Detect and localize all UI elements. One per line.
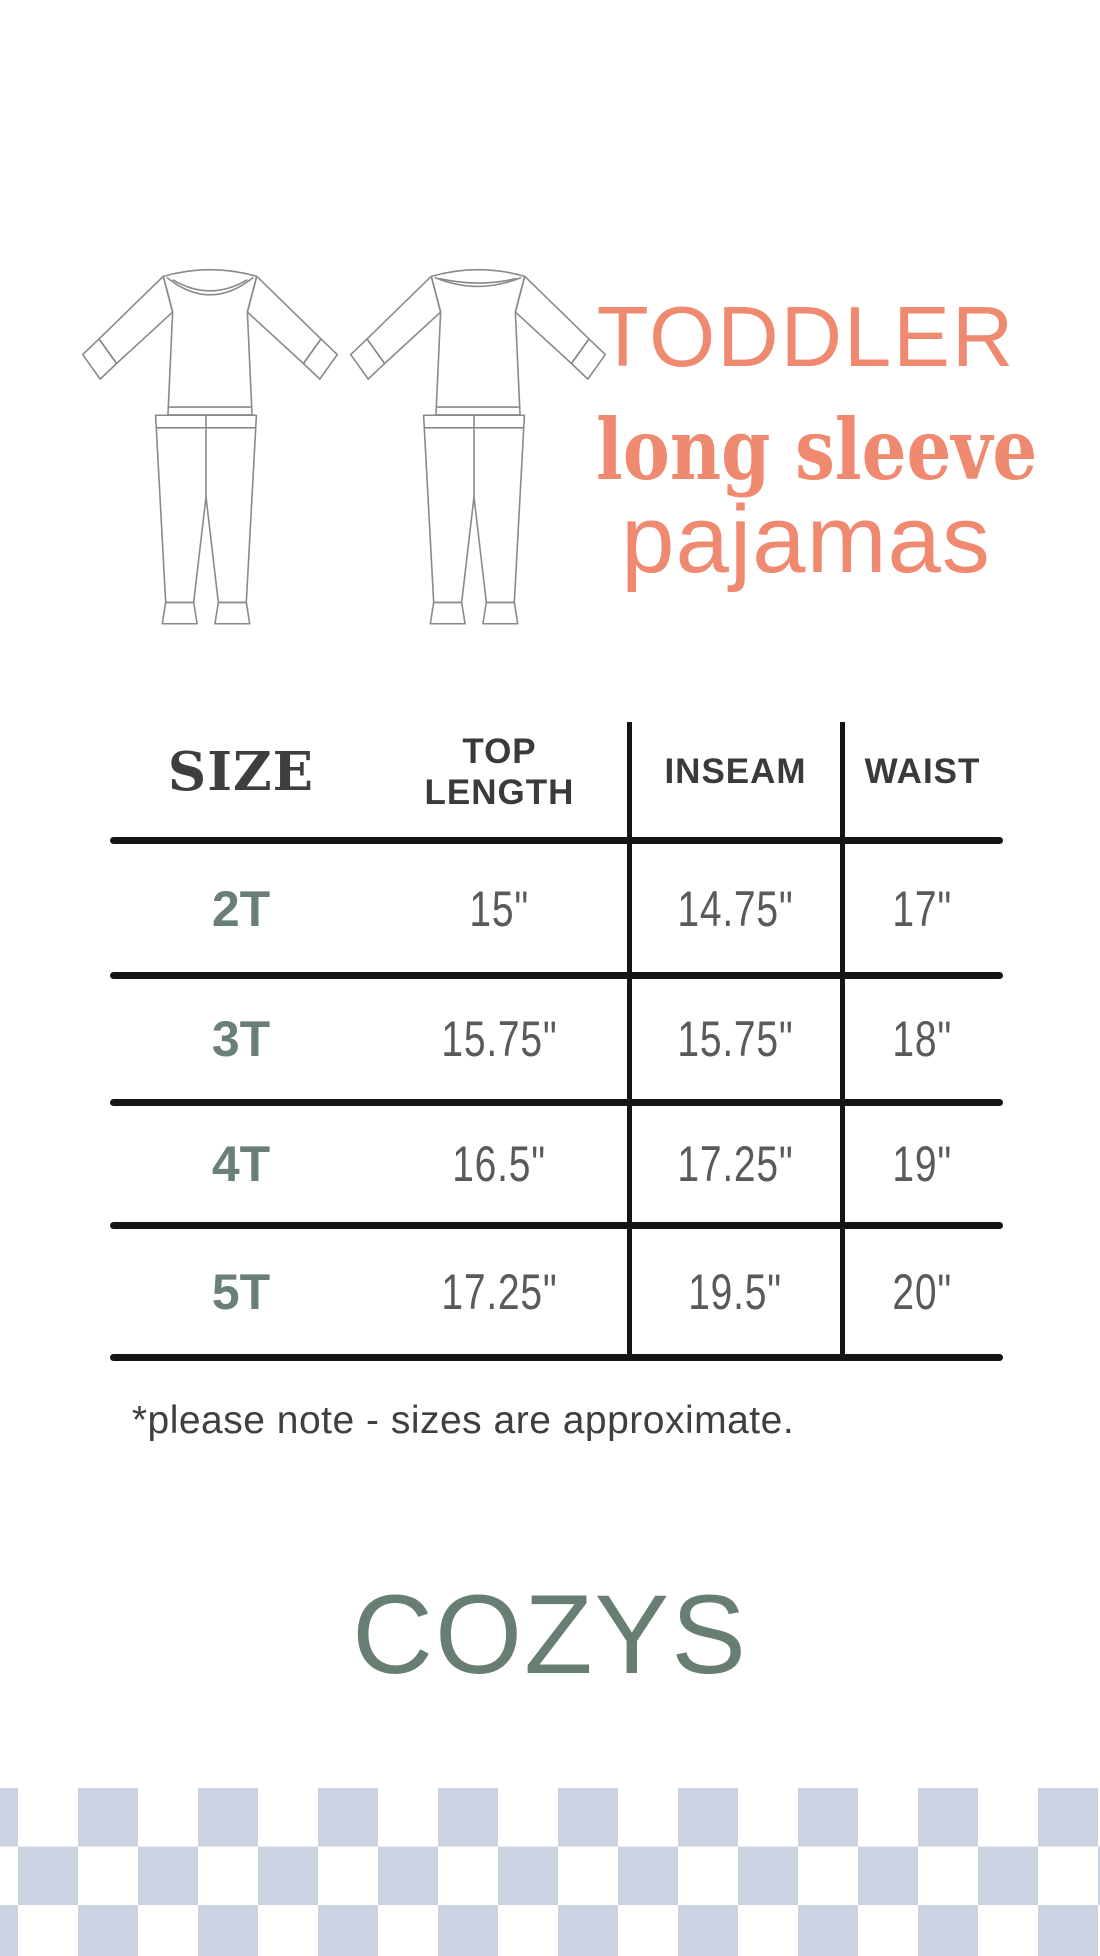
inseam-value: 17.25" (677, 1136, 794, 1192)
checkerboard-pattern (0, 1788, 1100, 1956)
inseam-value: 14.75" (677, 881, 794, 937)
table-row-5t (112, 1229, 1003, 1354)
top-length-value: 17.25" (441, 1263, 558, 1320)
pajama-top-front-cuff-left (83, 339, 117, 379)
inseam-value: 15.75" (677, 1011, 794, 1067)
title-pajamas: pajamas (621, 486, 991, 593)
table-row-rule-3 (110, 1222, 1003, 1229)
table-row-4t (112, 1106, 1003, 1222)
size-label: 3T (211, 1011, 271, 1067)
top-length-value: 16.5" (452, 1136, 547, 1192)
pajama-top-front-neck-opening (167, 277, 253, 294)
waist-value: 17" (892, 881, 953, 937)
title-long-sleeve: long sleeve (596, 400, 1038, 499)
size-label: 4T (211, 1136, 271, 1192)
column-header-top-length: TOP LENGTH (424, 731, 575, 812)
inseam-value: 19.5" (688, 1263, 783, 1320)
table-row-3t (112, 979, 1003, 1099)
top-length-value: 15" (469, 881, 530, 937)
pajama-top-front-sleeve-right (247, 276, 321, 363)
title-toddler: TODDLER (596, 290, 1016, 385)
pajama-pants-back-cuff-right (483, 602, 518, 623)
table-header-rule (110, 837, 1003, 844)
pajama-pants-front-cuff-right (215, 602, 250, 623)
table-row-rule-1 (110, 972, 1003, 979)
pajama-top-back-sleeve-left (367, 276, 441, 363)
column-header-inseam: INSEAM (664, 752, 807, 792)
waist-value: 20" (892, 1263, 953, 1320)
table-header-row (112, 714, 1003, 830)
pajama-top-front-illustration (64, 254, 356, 416)
pajama-top-front-sleeve-left (99, 276, 173, 363)
column-header-waist: WAIST (864, 752, 981, 792)
pajama-pants-front-illustration (66, 414, 346, 625)
table-row-rule-2 (110, 1099, 1003, 1106)
pajama-top-back-neck-line (435, 277, 521, 286)
pajama-pants-front-cuff-left (162, 602, 197, 623)
top-length-value: 15.75" (441, 1011, 558, 1067)
size-label: 2T (211, 881, 271, 937)
size-label: 5T (211, 1263, 271, 1320)
waist-value: 18" (892, 1011, 953, 1067)
pajama-top-back-cuff-left (351, 339, 385, 379)
table-row-2t (112, 847, 1003, 971)
waist-value: 19" (892, 1136, 953, 1192)
pajama-top-back-body (431, 270, 524, 415)
size-footnote: *please note - sizes are approximate. (131, 1399, 795, 1442)
brand-name: COZYS (352, 1572, 748, 1697)
pajama-pants-back-cuff-left (430, 602, 465, 623)
table-bottom-rule (110, 1354, 1003, 1361)
column-header-size: SIZE (167, 741, 315, 803)
